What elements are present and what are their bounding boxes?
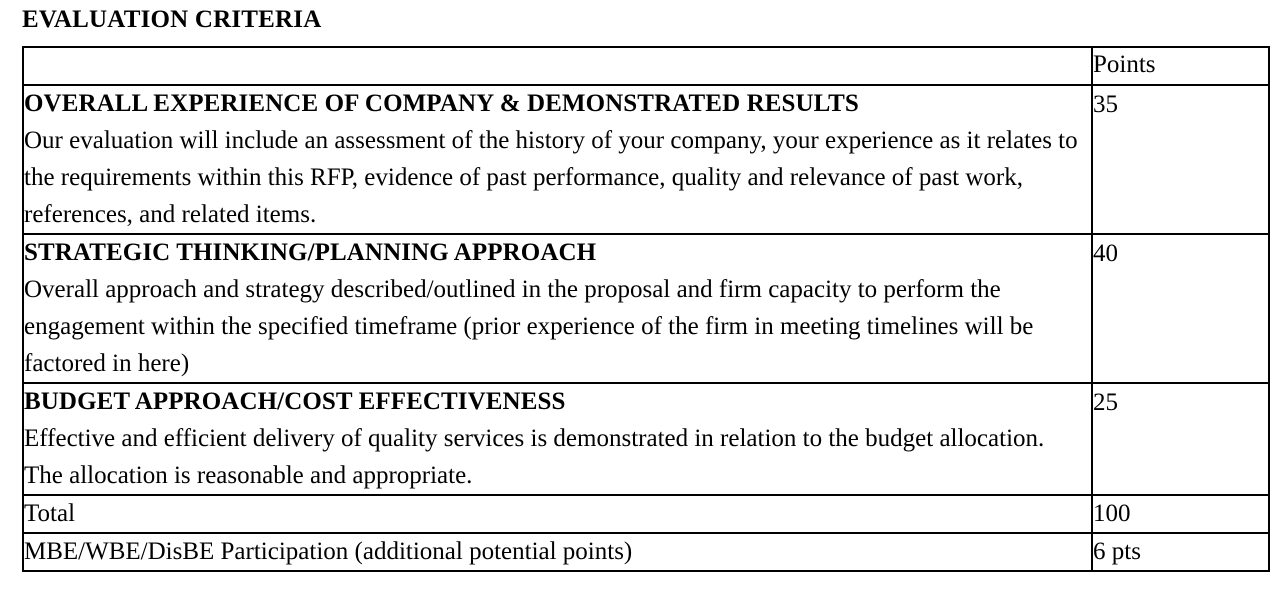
evaluation-criteria-table [22, 46, 1270, 572]
additional-points-label: MBE/WBE/DisBE Participation (additional potential points) [23, 533, 1092, 571]
criterion-points: 40 [1092, 234, 1269, 383]
criterion-body: Our evaluation will include an assessment of the history of your company, your experience as it relates to the requirements within this RFP, evidence of past performance, quality and relevance of past work, references, and related items. [24, 127, 1084, 228]
criterion-title: OVERALL EXPERIENCE OF COMPANY & DEMONSTRATED RESULTS [24, 90, 859, 117]
criterion-description-cell [23, 383, 1092, 495]
table-row [23, 85, 1269, 234]
criterion-description-cell [23, 234, 1092, 383]
table-row [23, 383, 1269, 495]
criterion-title: BUDGET APPROACH/COST EFFECTIVENESS [24, 388, 566, 415]
total-row [23, 495, 1269, 533]
criterion-title: STRATEGIC THINKING/PLANNING APPROACH [24, 239, 597, 266]
page-title: EVALUATION CRITERIA [22, 6, 322, 33]
additional-points-value: 6 pts [1092, 533, 1269, 571]
column-header-points: Points [1092, 47, 1269, 85]
table-row [23, 234, 1269, 383]
criterion-points: 35 [1092, 85, 1269, 234]
criterion-points: 25 [1092, 383, 1269, 495]
total-label: Total [23, 495, 1092, 533]
criterion-description-cell [23, 85, 1092, 234]
total-points: 100 [1092, 495, 1269, 533]
column-header-description [23, 47, 1092, 85]
additional-points-row [23, 533, 1269, 571]
criterion-body: Effective and efficient delivery of quality services is demonstrated in relation to the budget allocation. The allocation is reasonable and appropriate. [24, 425, 1057, 489]
criterion-body: Overall approach and strategy described/outlined in the proposal and firm capacity to perform the engagement within the specified timeframe (prior experience of the firm in meeting timelines will be factored in here) [24, 276, 1040, 377]
table-header-row [23, 47, 1269, 85]
